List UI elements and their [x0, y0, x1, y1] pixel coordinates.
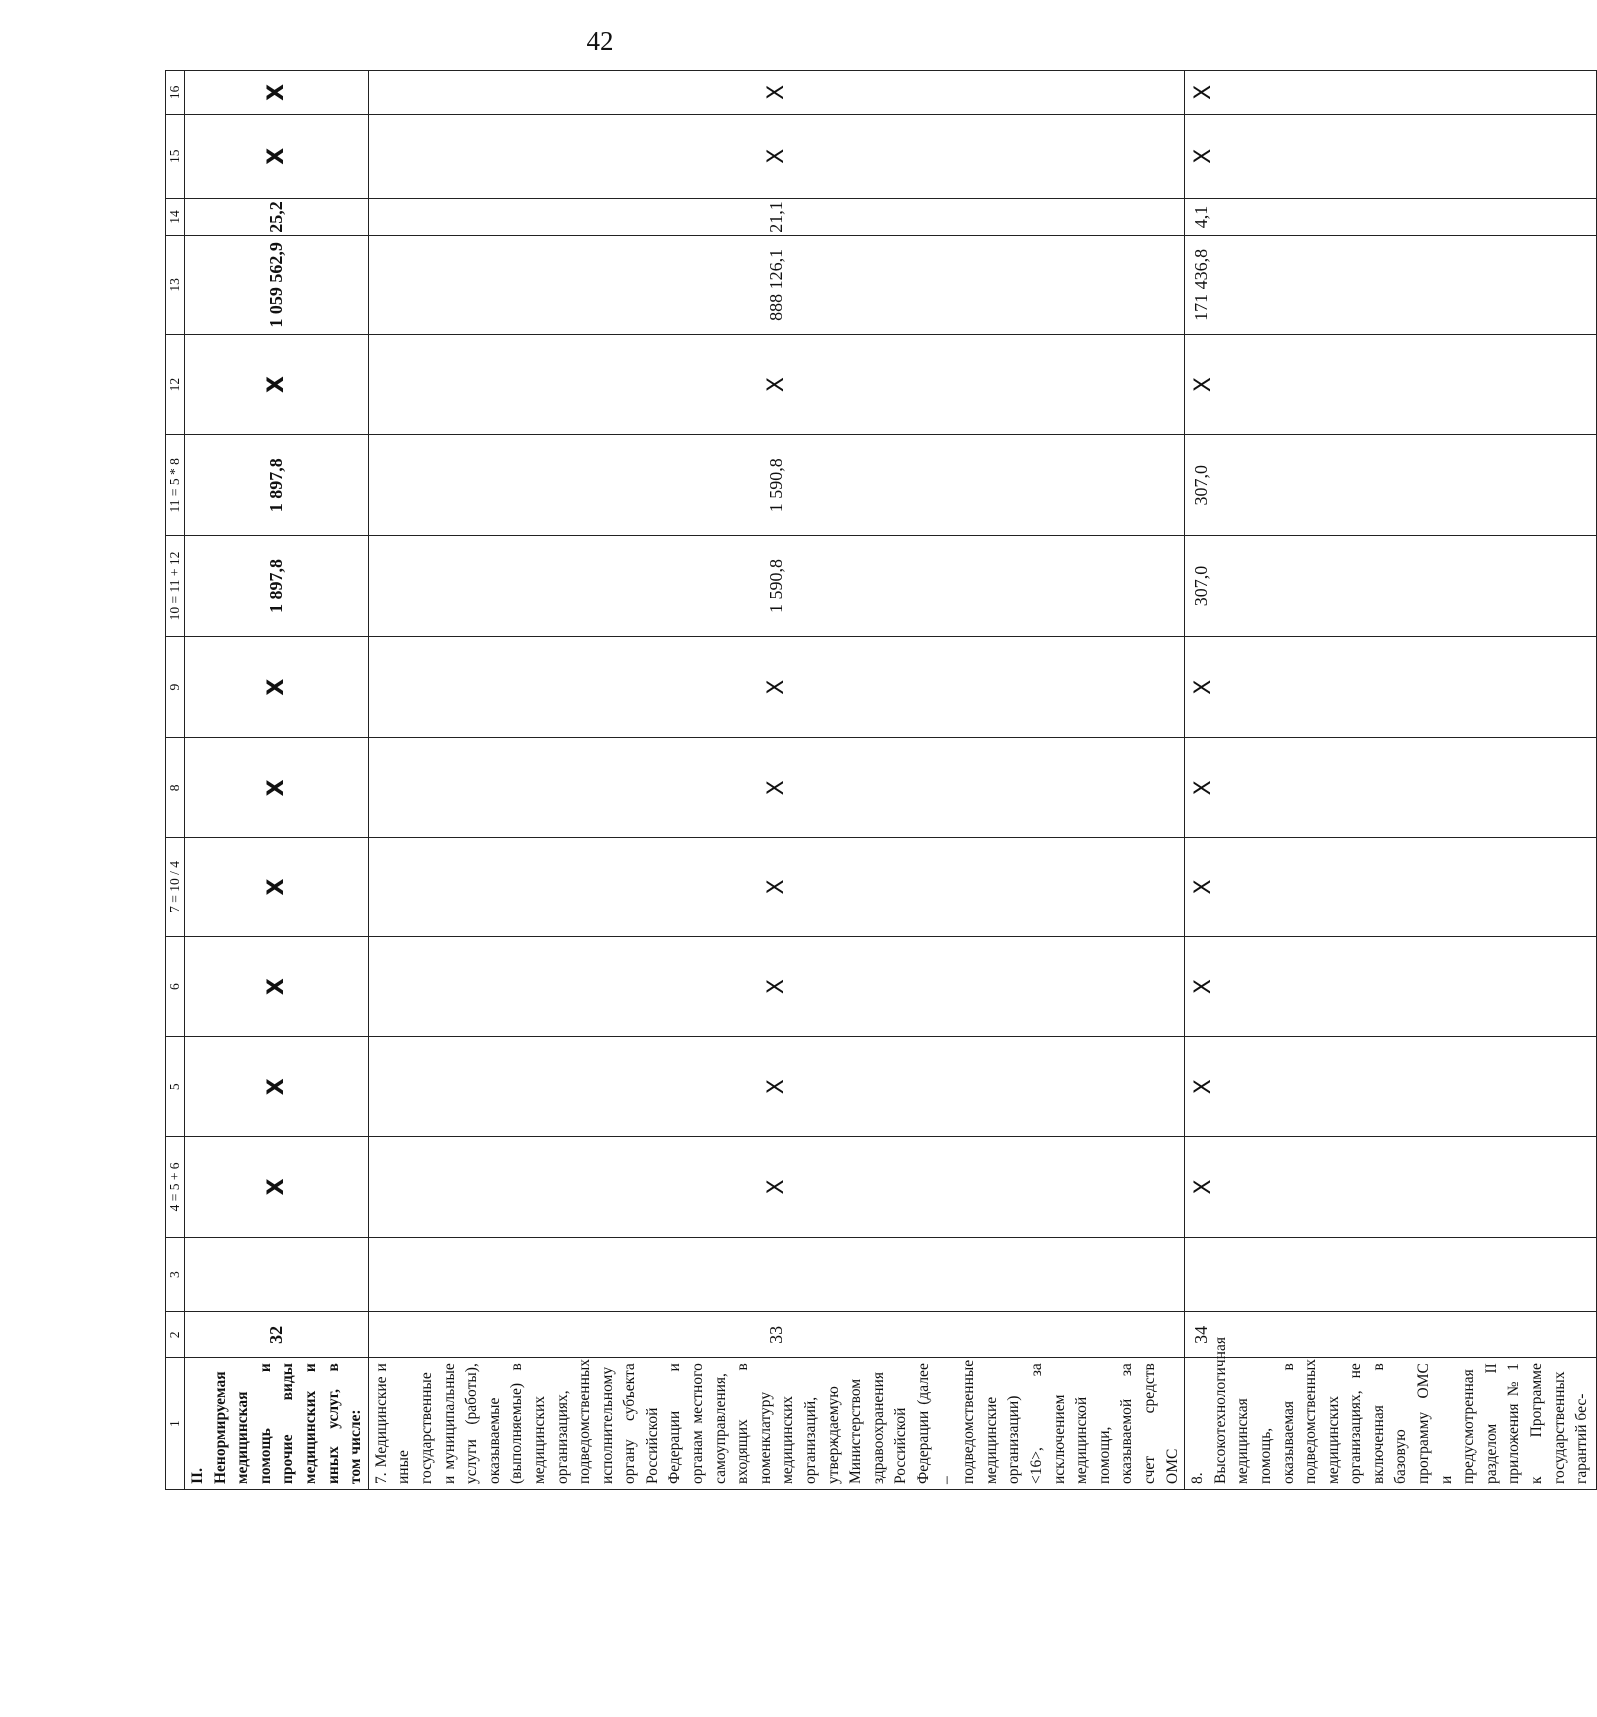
table-cell: X	[368, 71, 1184, 115]
table-cell: 888 126,1	[368, 236, 1184, 335]
table-cell: X	[368, 636, 1184, 738]
table-cell	[185, 1237, 369, 1312]
column-header: 16	[166, 71, 185, 115]
row-label: 8. Высокотехнологичная медицинская помощь, оказываемая в подведомственных медицинских организациях, не включенная в базовую программу ОМС и предусмотренная разделом II приложения № 1 к Программе государственных гарантий бес-	[1185, 1358, 1597, 1490]
table-cell	[368, 1237, 1184, 1312]
table-cell: X	[185, 71, 369, 115]
table-cell: X	[185, 838, 369, 937]
row-number: 34	[1185, 1312, 1597, 1358]
table-cell	[1185, 1237, 1597, 1312]
table-cell: X	[1185, 936, 1597, 1037]
table-cell: X	[1185, 636, 1597, 738]
table-cell: X	[368, 114, 1184, 198]
table-cell: X	[1185, 1137, 1597, 1238]
table-cell: 1 590,8	[368, 536, 1184, 637]
table-cell: X	[368, 334, 1184, 435]
table-cell: 171 436,8	[1185, 236, 1597, 335]
table-cell: 1 590,8	[368, 435, 1184, 536]
column-header: 13	[166, 236, 185, 335]
column-header: 11 = 5 * 8	[166, 435, 185, 536]
data-table	[165, 70, 1597, 1490]
column-header: 2	[166, 1312, 185, 1358]
table-cell: 307,0	[1185, 435, 1597, 536]
table-cell: X	[185, 936, 369, 1037]
table-cell: X	[185, 114, 369, 198]
row-label: II. Ненормируемая медицинская помощь и прочие виды медицинских и иных услуг, в том числе:	[185, 1358, 369, 1490]
table-cell: 1 897,8	[185, 435, 369, 536]
table-cell: X	[1185, 114, 1597, 198]
table-cell: X	[368, 838, 1184, 937]
table-cell: 1 059 562,9	[185, 236, 369, 335]
column-header: 12	[166, 334, 185, 435]
table-cell: X	[1185, 838, 1597, 937]
column-header: 9	[166, 636, 185, 738]
column-header: 6	[166, 936, 185, 1037]
page-number: 42	[586, 26, 614, 56]
column-header: 14	[166, 198, 185, 235]
table-cell: X	[185, 738, 369, 838]
column-header: 15	[166, 114, 185, 198]
column-header: 7 = 10 / 4	[166, 838, 185, 937]
table-cell: 307,0	[1185, 536, 1597, 637]
table-cell: X	[368, 738, 1184, 838]
table-cell: X	[1185, 71, 1597, 115]
table-cell: 1 897,8	[185, 536, 369, 637]
rotated-table-wrapper	[165, 70, 1591, 1490]
table-cell: 4,1	[1185, 198, 1597, 235]
table-cell: X	[1185, 738, 1597, 838]
table-row	[1185, 71, 1597, 1490]
table-cell: 25,2	[185, 198, 369, 235]
table-cell: X	[185, 1037, 369, 1137]
row-number: 32	[185, 1312, 369, 1358]
column-header: 1	[166, 1358, 185, 1490]
table-row	[185, 71, 369, 1490]
row-label: 7. Медицинские и иные государственные и муниципальные услуги (работы), оказываемые (выполняемые) в медицинских организациях, подведомственных исполнительному органу субъекта Российской Федерации и органам местного самоуправления, входящих в номенклатуру медицинских организаций, утверждаемую Министерством здравоохранения Российской Федерации (далее – подведомственные медицинские организации) <16>, за исключением медицинской помощи, оказываемой за счет средств ОМС	[368, 1358, 1184, 1490]
column-header: 5	[166, 1037, 185, 1137]
table-cell: X	[368, 936, 1184, 1037]
table-cell: X	[185, 636, 369, 738]
table-cell: X	[185, 1137, 369, 1238]
column-header: 10 = 11 + 12	[166, 536, 185, 637]
table-cell: X	[1185, 334, 1597, 435]
table-cell: X	[185, 334, 369, 435]
column-header: 4 = 5 + 6	[166, 1137, 185, 1238]
table-cell: 21,1	[368, 198, 1184, 235]
table-row	[368, 71, 1184, 1490]
table-cell: X	[368, 1137, 1184, 1238]
column-header: 3	[166, 1237, 185, 1312]
table-cell: X	[368, 1037, 1184, 1137]
table-cell: X	[1185, 1037, 1597, 1137]
row-number: 33	[368, 1312, 1184, 1358]
column-header: 8	[166, 738, 185, 838]
header-row	[166, 71, 185, 1490]
